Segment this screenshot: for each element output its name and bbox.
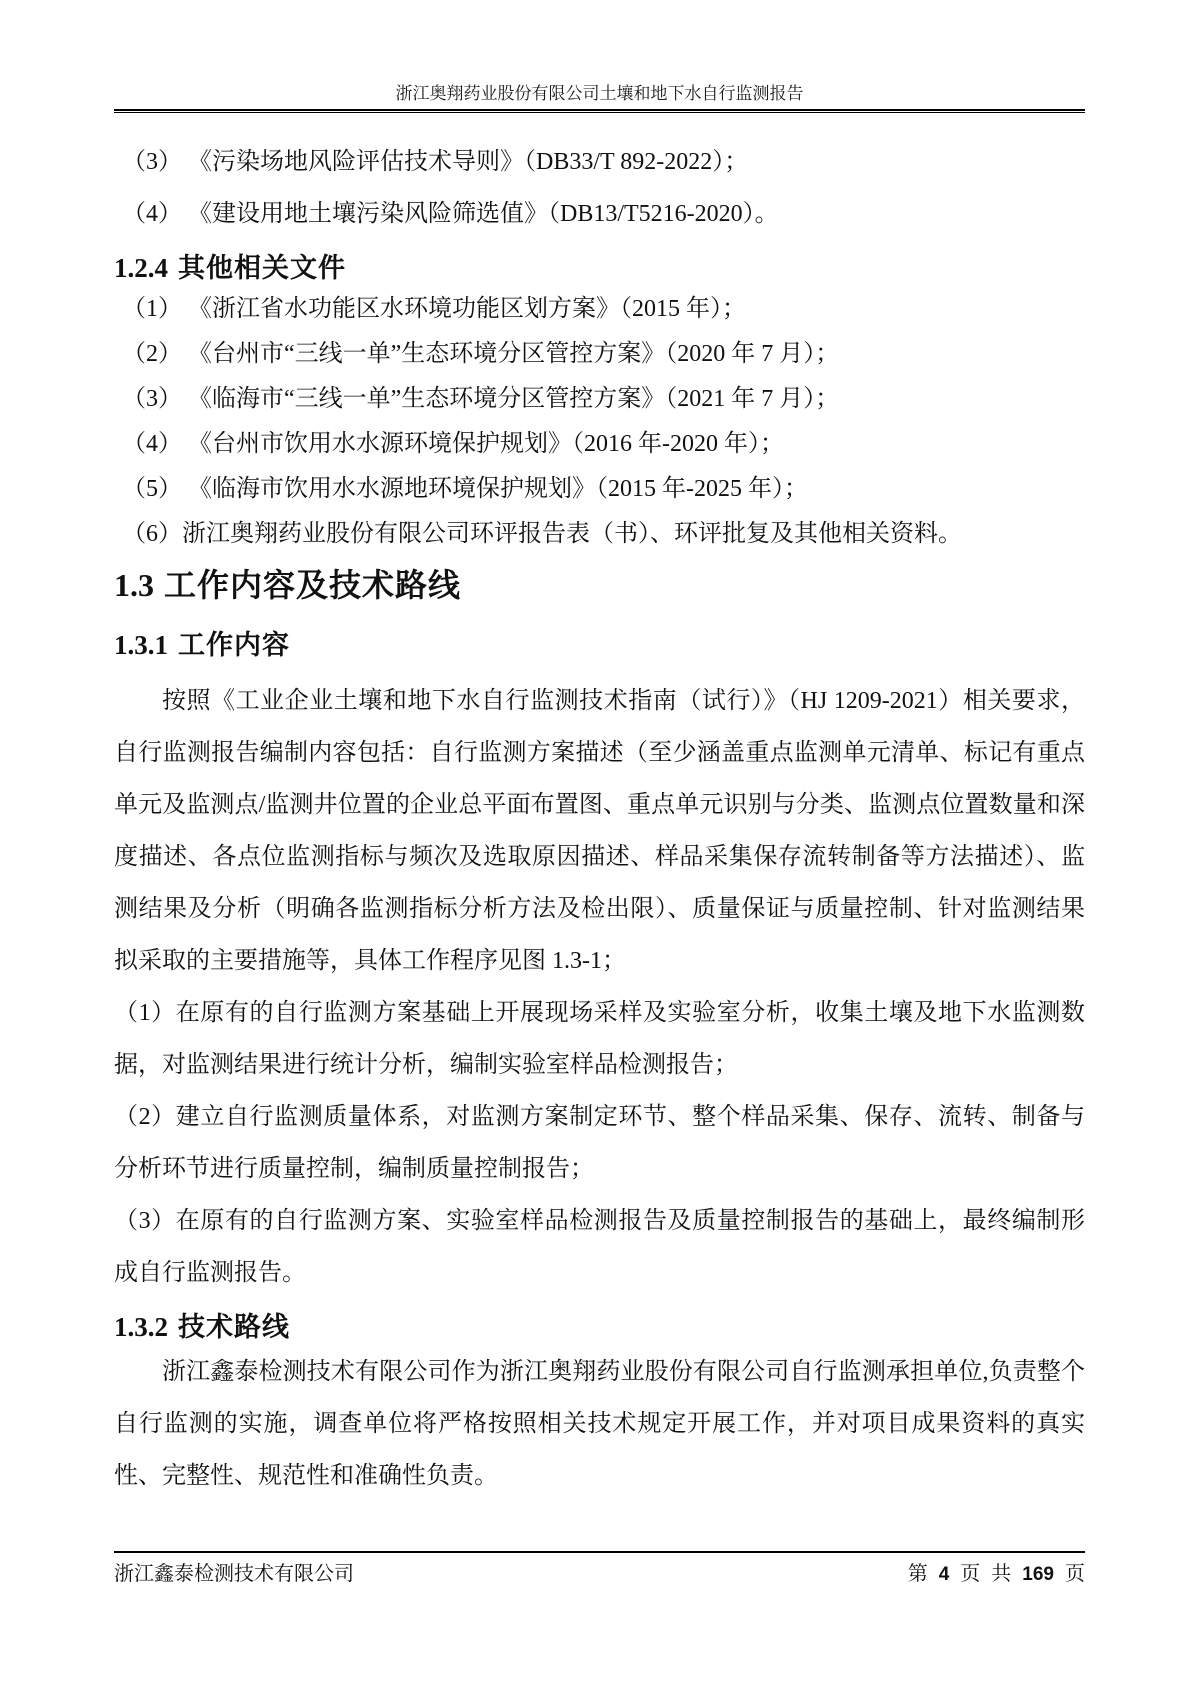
section-number: 1.2.4 — [114, 253, 168, 283]
section-heading-1-2-4 — [114, 251, 1085, 285]
section-heading-1-3 — [114, 564, 1085, 606]
paragraph: （3）在原有的自行监测方案、实验室样品检测报告及质量控制报告的基础上，最终编制形成自行监测报告。 — [114, 1208, 1085, 1286]
section-title: 技术路线 — [178, 1312, 290, 1342]
page-footer — [114, 1551, 1085, 1588]
footer-company: 浙江鑫泰检测技术有限公司 — [114, 1563, 354, 1585]
header-rule — [114, 109, 1085, 113]
list-item-6: （6）浙江奥翔药业股份有限公司环评报告表（书）、环评批复及其他相关资料。 — [122, 521, 962, 547]
list-item-2: （2） 《台州市“三线一单”生态环境分区管控方案》（2020 年 7 月）； — [122, 341, 840, 367]
reference-item-4: （4） 《建设用地土壤污染风险筛选值》（DB13/T5216-2020）。 — [122, 201, 779, 227]
section-title: 工作内容 — [178, 630, 290, 660]
page-word: 共 — [991, 1563, 1012, 1585]
paragraph: （1）在原有的自行监测方案基础上开展现场采样及实验室分析，收集土壤及地下水监测数据，对监测结果进行统计分析，编制实验室样品检测报告； — [114, 1000, 1085, 1078]
paragraph: 按照《工业企业土壤和地下水自行监测技术指南（试行）》（HJ 1209-2021）相关要求，自行监测报告编制内容包括：自行监测方案描述（至少涵盖重点监测单元清单、标记有重点单元及监测点/监测井位置的企业总平面布置图、重点单元识别与分类、监测点位置数量和深度描述、各点位监测指标与频次及选取原因描述、样品采集保存流转制备等方法描述）、监测结果及分析（明确各监测指标分析方法及检出限）、质量保证与质量控制、针对监测结果拟采取的主要措施等，具体工作程序见图 1.3-1； — [114, 688, 1085, 974]
page-word: 第 — [907, 1563, 928, 1585]
list-item-4: （4） 《台州市饮用水水源环境保护规划》（2016 年-2020 年）； — [122, 431, 784, 457]
section-title: 工作内容及技术路线 — [164, 567, 462, 603]
section-heading-1-3-1 — [114, 628, 1085, 662]
page-header — [114, 84, 1085, 113]
page-number — [902, 1561, 1085, 1588]
page-word: 页 — [960, 1563, 981, 1585]
paragraph: （2）建立自行监测质量体系，对监测方案制定环节、整个样品采集、保存、流转、制备与分析环节进行质量控制，编制质量控制报告； — [114, 1104, 1085, 1182]
reference-item-3: （3） 《污染场地风险评估技术导则》（DB33/T 892-2022）； — [122, 149, 749, 175]
list-item-1: （1） 《浙江省水功能区水环境功能区划方案》（2015 年）； — [122, 296, 746, 322]
section-number: 1.3 — [114, 567, 154, 603]
paragraph: 浙江鑫泰检测技术有限公司作为浙江奥翔药业股份有限公司自行监测承担单位,负责整个自行监测的实施，调查单位将严格按照相关技术规定开展工作，并对项目成果资料的真实性、完整性、规范性和准确性负责。 — [114, 1359, 1085, 1489]
total-page-number: 169 — [1022, 1564, 1054, 1585]
header-title: 浙江奥翔药业股份有限公司土壤和地下水自行监测报告 — [395, 84, 804, 103]
section-title: 其他相关文件 — [178, 253, 346, 283]
list-item-3: （3） 《临海市“三线一单”生态环境分区管控方案》（2021 年 7 月）； — [122, 386, 840, 412]
section-heading-1-3-2 — [114, 1310, 1085, 1344]
section-number: 1.3.2 — [114, 1312, 168, 1342]
page-word: 页 — [1065, 1563, 1085, 1585]
section-number: 1.3.1 — [114, 630, 168, 660]
list-item-5: （5） 《临海市饮用水水源地环境保护规划》（2015 年-2025 年）； — [122, 476, 808, 502]
current-page-number: 4 — [938, 1564, 950, 1585]
